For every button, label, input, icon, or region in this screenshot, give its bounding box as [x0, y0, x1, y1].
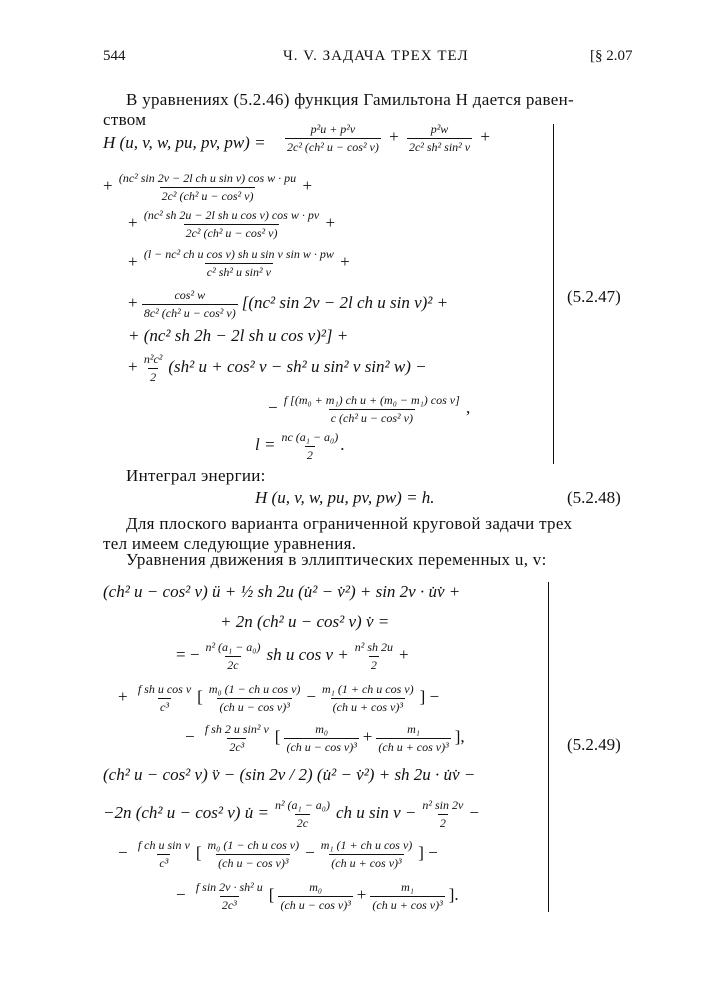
eq49-row2: + 2n (ch² u − cos² v) v̇ = — [220, 612, 390, 631]
eq49-row8: − $\frac{\text{f ch u sin v}}{\text{c³}}$ [ $\frac{\text{m₀ (1 − ch u cos v)}}{\text{(ch u − cos v)³}}$ − $\frac{\text{m₁ (1 + ch u cos v)}}{\text{(ch u + cos v)³}}$ ] − — [118, 838, 438, 870]
eq49-number: (5.2.49) — [567, 735, 621, 754]
eq47-term8: + $\frac{\text{n²c²}}{2}$ (sh² u + cos² v − sh² u sin² v sin² w) − — [128, 352, 427, 384]
motion-line: Уравнения движения в эллиптических переменных u, v: — [126, 550, 547, 569]
eq48-expr: H (u, v, w, pu, pv, pw) = h. — [255, 488, 435, 507]
intro-line-2: ством — [103, 110, 147, 129]
eq47-term6: + $\frac{\text{cos² w}}{\text{8c² (ch² u − cos² v)}}$ [(nc² sin 2v − 2l ch u sin v)² + — [128, 288, 449, 320]
eq47-term3: + $\frac{\text{(nc² sin 2v − 2l ch u sin v) cos w · pu}}{\text{2c² (ch² u − cos² v)}}$ + — [103, 171, 313, 203]
planar-line-1: Для плоского варианта ограниченной круговой задачи трех — [126, 514, 573, 533]
energy-label: Интеграл энергии: — [126, 466, 266, 485]
eq47-brace — [553, 124, 554, 464]
planar-line-2: тел имеем следующие уравнения. — [103, 534, 357, 553]
eq48-number: (5.2.48) — [567, 488, 621, 507]
eq49-row1: (ch² u − cos² v) ü + ½ sh 2u (u̇² − v̇²) + sin 2v · u̇v̇ + — [103, 582, 461, 601]
eq49-brace — [548, 582, 549, 912]
eq49-row9: − $\frac{\text{f sin 2v · sh² u}}{\text{2c³}}$ [ $\frac{\text{m₀}}{\text{(ch u − cos v)³}}$ + $\frac{\text{m₁}}{\text{(ch u + cos v)³}}$ ]. — [176, 880, 459, 912]
eq49-row5: − $\frac{\text{f sh 2 u sin² v}}{\text{2c³}}$ [ $\frac{\text{m₀}}{\text{(ch u − cos v)³}}$ + $\frac{\text{m₁}}{\text{(ch u + cos v)³}}$ ], — [185, 722, 465, 754]
intro-line-1: В уравнениях (5.2.46) функция Гамильтона H дается равен- — [126, 90, 574, 109]
eq47-term9: − $\frac{\text{f [(m₀ + m₁) ch u + (m₀ − m₁) cos v]}}{\text{c (ch² u − cos² v)}}$ , — [268, 393, 471, 425]
eq47-l-def: l = $\frac{\text{nc (a₁ − a₀)}}{2}$ . — [255, 430, 345, 462]
eq47-term5: + $\frac{\text{(l − nc² ch u cos v) sh u sin v sin w · pw}}{\text{c² sh² u sin² v}}$ + — [128, 247, 350, 279]
eq47-term1: $\frac{\text{p²u + p²v}}{\text{2c² (ch² u − cos² v)}}$ + $\frac{\text{p²w}}{\text{2c² sh² sin² v}}$ + — [287, 122, 490, 154]
running-title: Ч. V. ЗАДАЧА ТРЕХ ТЕЛ — [283, 48, 469, 64]
eq47-term4: + $\frac{\text{(nc² sh 2u − 2l sh u cos v) cos w · pv}}{\text{2c² (ch² u − cos² v)}}$ + — [128, 208, 336, 240]
eq47-term7: + (nc² sh 2h − 2l sh u cos v)²] + — [128, 326, 349, 345]
eq49-row4: + $\frac{\text{f sh u cos v}}{\text{c³}}$ [ $\frac{\text{m₀ (1 − ch u cos v)}}{\text{(ch u − cos v)³}}$ − $\frac{\text{m₁ (1 + ch u cos v)}}{\text{(ch u + cos v)³}}$ ] − — [118, 682, 440, 714]
eq49-row3: = − $\frac{\text{n² (a₁ − a₀)}}{2c}$ sh u cos v + $\frac{\text{n² sh 2u}}{2}$ + — [176, 640, 409, 672]
section-ref: [§ 2.07 — [590, 48, 633, 64]
page-number: 544 — [103, 48, 126, 64]
eq47-number: (5.2.47) — [567, 287, 621, 306]
eq49-row6: (ch² u − cos² v) v̈ − (sin 2v / 2) (u̇² − v̇²) + sh 2u · u̇v̇ − — [103, 765, 476, 784]
eq49-row7: −2n (ch² u − cos² v) u̇ = $\frac{\text{n² (a₁ − a₀)}}{2c}$ ch u sin v − $\frac{\text{n² sin 2v}}{2}$ − — [103, 798, 479, 830]
eq47-lhs: H (u, v, w, pu, pv, pw) = — [103, 133, 266, 152]
